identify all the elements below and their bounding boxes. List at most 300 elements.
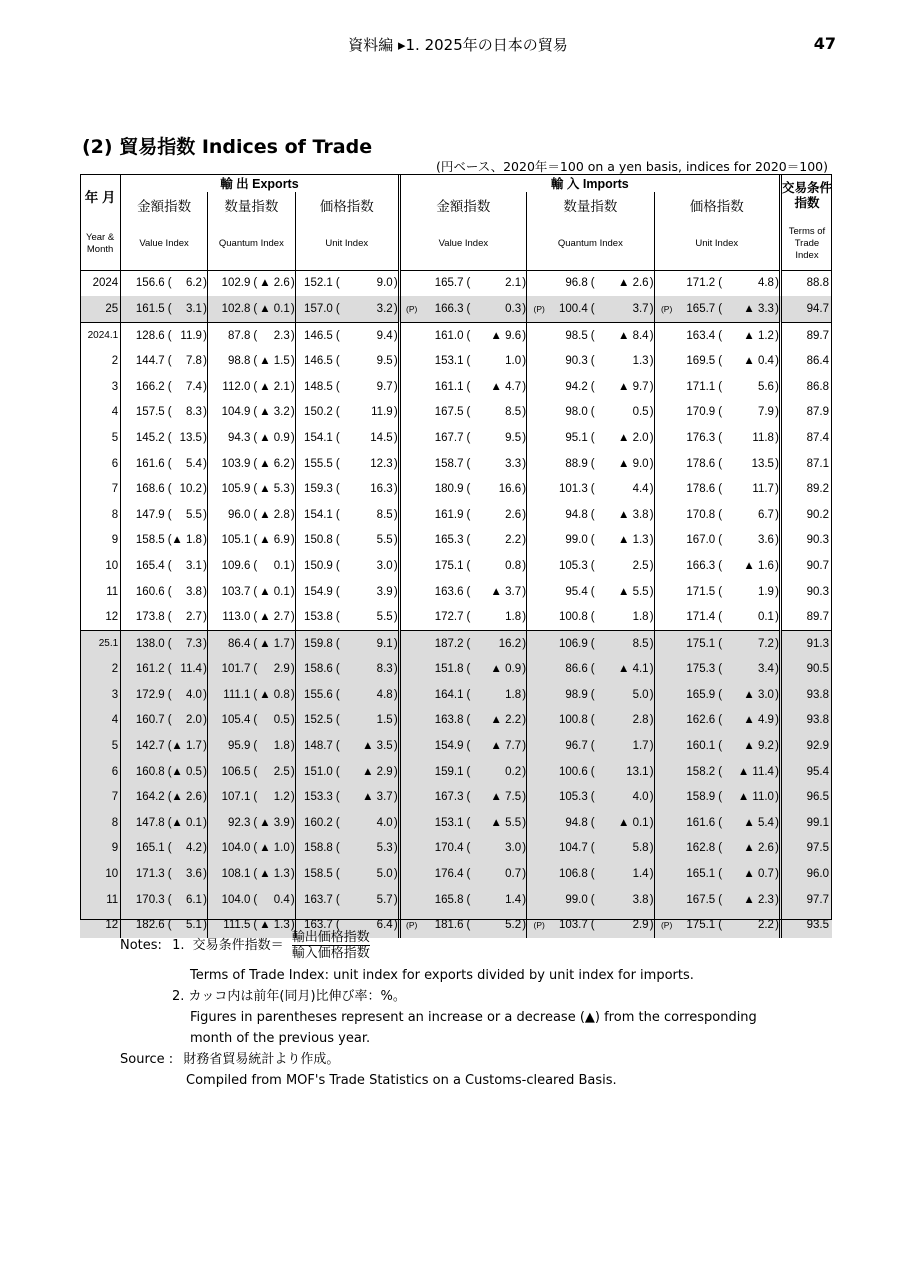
import-quantity: 100.8 (558, 611, 588, 624)
terms-of-trade: 93.5 (780, 912, 832, 938)
export-unit-change: ( 5.5 ) (334, 528, 399, 554)
import-unit-change: ( ▲ 1.2 ) (716, 322, 780, 348)
import-value-change: ( 1.8 ) (465, 604, 527, 630)
import-unit: 165.1 (672, 861, 716, 887)
import-quantity: 88.9 (565, 457, 588, 470)
export-unit: 163.7 (295, 912, 334, 938)
source-en: Compiled from MOF's Trade Statistics on a Customs-cleared Basis. (186, 1073, 617, 1088)
import-unit: 163.4 (672, 322, 716, 348)
import-value-change: ( 2.1 ) (465, 270, 527, 296)
export-value-change: ( 3.6 ) (166, 861, 208, 887)
export-value-change: ( 6.2 ) (166, 270, 208, 296)
terms-of-trade: 87.4 (806, 431, 829, 444)
export-value: 161.5 (121, 296, 166, 322)
import-quantity-change: ( ▲ 3.8 ) (589, 502, 654, 528)
terms-of-trade: 96.5 (780, 784, 832, 810)
import-unit-change: ( ▲ 0.7 ) (716, 861, 780, 887)
table-row (80, 451, 832, 477)
import-unit-change: ( 1.9 ) (716, 579, 780, 605)
import-value-change: ( ▲ 4.7 ) (465, 374, 527, 400)
export-unit-change: ( ▲ 2.9 ) (334, 759, 399, 785)
export-quantity: 111.1 (207, 682, 251, 708)
table-row (80, 400, 832, 426)
import-unit-change: ( ▲ 3.0 ) (716, 682, 780, 708)
import-unit-flag (654, 784, 672, 810)
export-unit: 150.9 (304, 559, 333, 572)
export-value-change: ( 11.9 ) (166, 322, 208, 348)
table-row (80, 759, 832, 785)
export-quantity-change: ( ▲ 6.9 ) (251, 528, 295, 554)
export-quantity: 104.0 (207, 887, 251, 913)
import-unit-flag (654, 887, 672, 913)
import-quantity: 99.0 (565, 534, 588, 547)
import-value-change: ( 1.0 ) (465, 348, 527, 374)
export-quantity: 107.1 (207, 784, 251, 810)
import-value-change: ( ▲ 2.2 ) (465, 708, 527, 734)
import-value: 161.1 (434, 380, 464, 393)
export-value-change: ( ▲ 0.5 ) (166, 759, 208, 785)
import-unit-flag (654, 682, 672, 708)
export-value: 160.8 (121, 759, 166, 785)
import-unit: 166.3 (686, 559, 716, 572)
export-value-change: ( 5.1 ) (166, 912, 208, 938)
import-unit: 178.6 (686, 457, 716, 470)
year-month: 10 (80, 553, 121, 579)
table-row (80, 887, 832, 913)
import-value-flag (399, 322, 417, 348)
year-month: 4 (80, 708, 121, 734)
import-quantity-flag (527, 579, 545, 605)
export-quantity: 105.9 (221, 483, 251, 496)
table-row (80, 528, 832, 554)
import-quantity-flag (527, 553, 545, 579)
import-quantity-change: ( 2.8 ) (589, 708, 654, 734)
trade-index-table (80, 174, 832, 938)
import-value: 167.7 (434, 431, 464, 444)
export-quantity-change: ( ▲ 0.9 ) (251, 425, 295, 451)
export-quantity-change: ( ▲ 0.1 ) (251, 579, 295, 605)
import-unit: 175.1 (672, 630, 716, 656)
import-value-change: ( 3.3 ) (465, 451, 527, 477)
import-unit: 167.5 (672, 887, 716, 913)
export-quantity-change: ( 2.5 ) (251, 759, 295, 785)
import-unit: 169.5 (686, 355, 716, 368)
terms-of-trade: 89.2 (806, 483, 829, 496)
import-value-change: ( ▲ 7.5 ) (465, 784, 527, 810)
terms-of-trade: 97.5 (780, 836, 832, 862)
import-quantity: 100.6 (545, 759, 589, 785)
export-quantity: 102.8 (207, 296, 251, 322)
export-unit: 159.8 (295, 630, 334, 656)
import-unit-header: 価格指数 (654, 192, 780, 218)
export-unit-change: ( 8.3 ) (334, 657, 399, 683)
export-unit-change: ( 9.4 ) (334, 322, 399, 348)
import-quantity-flag (527, 502, 545, 528)
import-unit-flag (654, 657, 672, 683)
export-quantity: 101.7 (207, 657, 251, 683)
import-quantity-header: 数量指数 (527, 192, 654, 218)
export-quantity: 103.7 (221, 585, 251, 598)
year-month: 11 (80, 579, 121, 605)
year-month: 3 (80, 374, 121, 400)
import-quantity-flag (527, 733, 545, 759)
import-quantity-flag (527, 451, 545, 477)
import-quantity: 95.4 (565, 585, 588, 598)
import-value: 180.9 (434, 483, 464, 496)
export-unit: 158.5 (295, 861, 334, 887)
terms-of-trade: 90.2 (806, 508, 829, 521)
year-month: 3 (80, 682, 121, 708)
export-quantity-change: ( ▲ 2.1 ) (251, 374, 295, 400)
formula-numerator: 輸出価格指数 (291, 930, 370, 945)
import-quantity-flag: (P) (527, 912, 545, 938)
basis-note: (円ベース、2020年＝100 on a yen basis, indices for 2020＝100) (435, 159, 828, 174)
import-quantity: 105.3 (545, 784, 589, 810)
import-value: 176.4 (417, 861, 464, 887)
year-month: 5 (80, 425, 121, 451)
note-1-number: 1. (172, 938, 185, 953)
import-unit-change: ( 5.6 ) (716, 374, 780, 400)
year-month: 2 (80, 657, 121, 683)
export-value: 165.4 (135, 559, 165, 572)
year-month: 25 (80, 296, 121, 322)
import-unit-change: ( ▲ 4.9 ) (716, 708, 780, 734)
export-quantity-change: ( ▲ 1.3 ) (251, 912, 295, 938)
import-value: 165.3 (434, 534, 464, 547)
export-quantity: 95.9 (207, 733, 251, 759)
import-unit-change: ( ▲ 2.6 ) (716, 836, 780, 862)
import-value: 167.5 (434, 406, 464, 419)
import-quantity-flag (527, 810, 545, 836)
export-value-change: ( 3.8 ) (166, 579, 208, 605)
export-value-change: ( 7.3 ) (166, 630, 208, 656)
export-value: 161.6 (135, 457, 165, 470)
export-value: 168.6 (135, 483, 165, 496)
import-unit-change: ( 3.4 ) (716, 657, 780, 683)
import-quantity: 94.8 (545, 810, 589, 836)
terms-of-trade: 99.1 (780, 810, 832, 836)
import-unit-header-en: Unit Index (654, 218, 780, 271)
year-month: 11 (80, 887, 121, 913)
export-unit-change: ( 6.4 ) (334, 912, 399, 938)
import-unit: 171.1 (686, 380, 716, 393)
table-row (80, 657, 832, 683)
import-value-header: 金額指数 (399, 192, 526, 218)
export-value-change: ( 4.0 ) (166, 682, 208, 708)
import-quantity: 101.3 (558, 483, 588, 496)
import-unit-flag (654, 502, 672, 528)
year-month: 2 (80, 348, 121, 374)
import-unit: 167.0 (686, 534, 716, 547)
import-value-change: ( 16.2 ) (465, 630, 527, 656)
import-quantity-change: ( 3.8 ) (589, 887, 654, 913)
import-value: 164.1 (417, 682, 464, 708)
import-quantity-change: ( ▲ 1.3 ) (589, 528, 654, 554)
page-title: (2) 貿易指数 Indices of Trade (82, 136, 373, 158)
export-value: 142.7 (121, 733, 166, 759)
export-quantity: 105.4 (207, 708, 251, 734)
import-value-change: ( 16.6 ) (465, 476, 527, 502)
export-quantity-change: ( ▲ 2.6 ) (251, 270, 295, 296)
import-unit-change: ( ▲ 11.0 ) (716, 784, 780, 810)
export-value: 165.1 (121, 836, 166, 862)
export-unit: 163.7 (295, 887, 334, 913)
import-unit-flag (654, 604, 672, 630)
import-unit: 162.6 (672, 708, 716, 734)
export-value-header: 金額指数 (121, 192, 208, 218)
import-value-flag (399, 733, 417, 759)
terms-of-trade: 90.3 (806, 585, 829, 598)
export-quantity-header: 数量指数 (207, 192, 295, 218)
table-row (80, 374, 832, 400)
export-unit-header-en: Unit Index (295, 218, 399, 271)
terms-of-trade: 89.7 (780, 322, 832, 348)
import-quantity-change: ( 8.5 ) (589, 630, 654, 656)
terms-of-trade: 90.3 (806, 534, 829, 547)
import-unit: 165.7 (672, 296, 716, 322)
import-value-flag: (P) (399, 912, 417, 938)
import-quantity-flag (527, 374, 545, 400)
year-month: 12 (80, 604, 121, 630)
year-month: 4 (80, 400, 121, 426)
export-value-change: ( ▲ 2.6 ) (166, 784, 208, 810)
import-unit: 158.2 (672, 759, 716, 785)
import-value-change: ( 3.0 ) (465, 836, 527, 862)
import-value: 175.1 (434, 559, 464, 572)
export-unit-change: ( 4.0 ) (334, 810, 399, 836)
export-value-change: ( 2.7 ) (166, 604, 208, 630)
import-quantity-header-en: Quantum Index (527, 218, 654, 271)
import-quantity-flag (527, 425, 545, 451)
export-unit: 151.0 (295, 759, 334, 785)
terms-of-trade: 92.9 (780, 733, 832, 759)
import-quantity: 98.5 (545, 322, 589, 348)
export-value-change: ( 5.5 ) (166, 502, 208, 528)
import-value: 158.7 (434, 457, 464, 470)
import-value-flag (399, 400, 417, 426)
export-quantity-change: ( 2.3 ) (251, 322, 295, 348)
export-value-change: ( 5.4 ) (166, 451, 208, 477)
import-quantity: 104.7 (545, 836, 589, 862)
export-quantity: 109.6 (221, 559, 251, 572)
source-label: Source : (120, 1052, 174, 1067)
import-unit-flag (654, 733, 672, 759)
import-quantity: 94.8 (565, 508, 588, 521)
table-row (80, 348, 832, 374)
import-value: 151.8 (417, 657, 464, 683)
year-month-header-ja: 年 月 (80, 174, 121, 218)
import-quantity-flag (527, 759, 545, 785)
year-month: 2024.1 (80, 322, 121, 348)
export-unit-change: ( ▲ 3.5 ) (334, 733, 399, 759)
import-quantity: 106.8 (545, 861, 589, 887)
import-value-flag (399, 348, 417, 374)
import-unit-flag (654, 322, 672, 348)
import-value-header-en: Value Index (399, 218, 526, 271)
import-quantity: 106.9 (545, 630, 589, 656)
import-unit-change: ( 2.2 ) (716, 912, 780, 938)
export-value: 144.7 (135, 355, 165, 368)
export-unit: 146.5 (295, 322, 334, 348)
import-quantity-change: ( ▲ 2.0 ) (589, 425, 654, 451)
import-quantity-flag (527, 784, 545, 810)
import-unit-flag (654, 476, 672, 502)
export-value: 160.7 (121, 708, 166, 734)
import-quantity: 98.9 (545, 682, 589, 708)
year-month: 7 (80, 476, 121, 502)
import-quantity-flag (527, 322, 545, 348)
table-row (80, 708, 832, 734)
import-quantity-flag (527, 887, 545, 913)
export-quantity: 104.9 (221, 406, 251, 419)
import-unit-flag (654, 400, 672, 426)
import-value-change: ( 2.6 ) (465, 502, 527, 528)
export-unit-change: ( 4.8 ) (334, 682, 399, 708)
import-quantity-change: ( 4.0 ) (589, 784, 654, 810)
import-value-flag (399, 425, 417, 451)
import-value-flag (399, 861, 417, 887)
import-unit-change: ( 7.2 ) (716, 630, 780, 656)
table-row (80, 296, 832, 322)
import-quantity: 94.2 (565, 380, 588, 393)
export-quantity: 104.0 (207, 836, 251, 862)
export-quantity: 106.5 (207, 759, 251, 785)
export-unit: 159.3 (304, 483, 333, 496)
import-unit: 170.8 (686, 508, 716, 521)
header-row-2 (80, 192, 832, 218)
year-month: 2024 (80, 270, 121, 296)
export-unit-change: ( 3.9 ) (334, 579, 399, 605)
import-value-flag (399, 887, 417, 913)
import-value-change: ( 2.2 ) (465, 528, 527, 554)
import-value-flag (399, 708, 417, 734)
import-quantity-change: ( ▲ 2.6 ) (589, 270, 654, 296)
import-quantity-change: ( ▲ 5.5 ) (589, 579, 654, 605)
export-value: 128.6 (121, 322, 166, 348)
import-value-flag (399, 502, 417, 528)
export-quantity-change: ( ▲ 2.8 ) (251, 502, 295, 528)
terms-of-trade: 96.0 (780, 861, 832, 887)
import-value-change: ( 1.4 ) (465, 887, 527, 913)
import-value: 153.1 (434, 355, 464, 368)
export-value: 161.2 (121, 657, 166, 683)
export-value-header-en: Value Index (121, 218, 208, 271)
import-value-change: ( 1.8 ) (465, 682, 527, 708)
export-value-change: ( 7.8 ) (166, 348, 208, 374)
export-quantity-change: ( ▲ 2.7 ) (251, 604, 295, 630)
import-value-flag (399, 784, 417, 810)
export-value: 145.2 (135, 431, 165, 444)
notes-section (120, 930, 757, 1092)
import-unit-flag (654, 630, 672, 656)
terms-of-trade: 87.1 (806, 457, 829, 470)
export-unit-change: ( 5.7 ) (334, 887, 399, 913)
import-unit: 171.4 (686, 611, 716, 624)
export-quantity: 105.1 (221, 534, 251, 547)
export-value: 158.5 (135, 534, 165, 547)
export-value: 170.3 (121, 887, 166, 913)
import-value-change: ( 0.8 ) (465, 553, 527, 579)
import-unit: 175.1 (672, 912, 716, 938)
import-unit-flag (654, 270, 672, 296)
import-quantity-flag (527, 682, 545, 708)
import-quantity-change: ( ▲ 9.7 ) (589, 374, 654, 400)
import-quantity-flag (527, 604, 545, 630)
import-unit-change: ( ▲ 0.4 ) (716, 348, 780, 374)
export-unit-change: ( 5.0 ) (334, 861, 399, 887)
export-quantity: 112.0 (222, 380, 251, 393)
year-month: 25.1 (80, 630, 121, 656)
table-row (80, 270, 832, 296)
import-quantity-change: ( 2.5 ) (589, 553, 654, 579)
page-number: 47 (813, 34, 836, 53)
terms-of-trade-header-en: Terms of Trade Index (788, 225, 826, 261)
import-value-flag: (P) (399, 296, 417, 322)
import-quantity-change: ( ▲ 9.0 ) (589, 451, 654, 477)
export-quantity: 86.4 (207, 630, 251, 656)
export-unit-change: ( 16.3 ) (334, 476, 399, 502)
import-quantity-flag (527, 400, 545, 426)
export-value: 182.6 (121, 912, 166, 938)
import-unit-flag (654, 836, 672, 862)
year-month: 10 (80, 861, 121, 887)
export-quantity-change: ( ▲ 1.3 ) (251, 861, 295, 887)
export-unit-change: ( 3.0 ) (334, 553, 399, 579)
export-quantity: 96.0 (227, 508, 251, 521)
import-unit: 158.9 (672, 784, 716, 810)
export-value-change: ( 3.1 ) (166, 296, 208, 322)
import-unit-flag (654, 374, 672, 400)
export-unit: 154.1 (304, 508, 333, 521)
import-unit-change: ( 0.1 ) (716, 604, 780, 630)
export-quantity: 111.5 (207, 912, 251, 938)
export-unit-change: ( 11.9 ) (334, 400, 399, 426)
terms-of-trade: 90.5 (780, 657, 832, 683)
import-unit-flag (654, 810, 672, 836)
terms-of-trade: 88.8 (780, 270, 832, 296)
import-value: 161.9 (434, 508, 464, 521)
note-1-ja: 交易条件指数＝ (192, 937, 284, 953)
export-unit: 158.8 (295, 836, 334, 862)
export-value-change: ( ▲ 1.8 ) (166, 528, 208, 554)
year-month: 5 (80, 733, 121, 759)
import-unit-change: ( 6.7 ) (716, 502, 780, 528)
export-quantity-change: ( ▲ 0.1 ) (251, 296, 295, 322)
import-unit-change: ( 3.6 ) (716, 528, 780, 554)
import-quantity: 103.7 (545, 912, 589, 938)
terms-of-trade: 86.4 (806, 355, 829, 368)
import-value-flag (399, 374, 417, 400)
export-value-change: ( ▲ 0.1 ) (166, 810, 208, 836)
import-quantity: 86.6 (545, 657, 589, 683)
import-value-flag (399, 604, 417, 630)
import-value-change: ( 9.5 ) (465, 425, 527, 451)
import-unit-flag (654, 425, 672, 451)
export-quantity-change: ( 1.8 ) (251, 733, 295, 759)
import-value-change: ( ▲ 5.5 ) (465, 810, 527, 836)
exports-header: 輸 出 Exports (121, 174, 399, 192)
import-quantity-flag (527, 630, 545, 656)
terms-of-trade: 94.7 (780, 296, 832, 322)
import-value-flag (399, 270, 417, 296)
export-value-change: ( 8.3 ) (166, 400, 208, 426)
export-value-change: ( 10.2 ) (166, 476, 208, 502)
terms-of-trade: 91.3 (780, 630, 832, 656)
export-value: 172.9 (121, 682, 166, 708)
import-value: 165.7 (417, 270, 464, 296)
year-month-header-en: Year & Month (80, 218, 121, 271)
import-value-flag (399, 810, 417, 836)
